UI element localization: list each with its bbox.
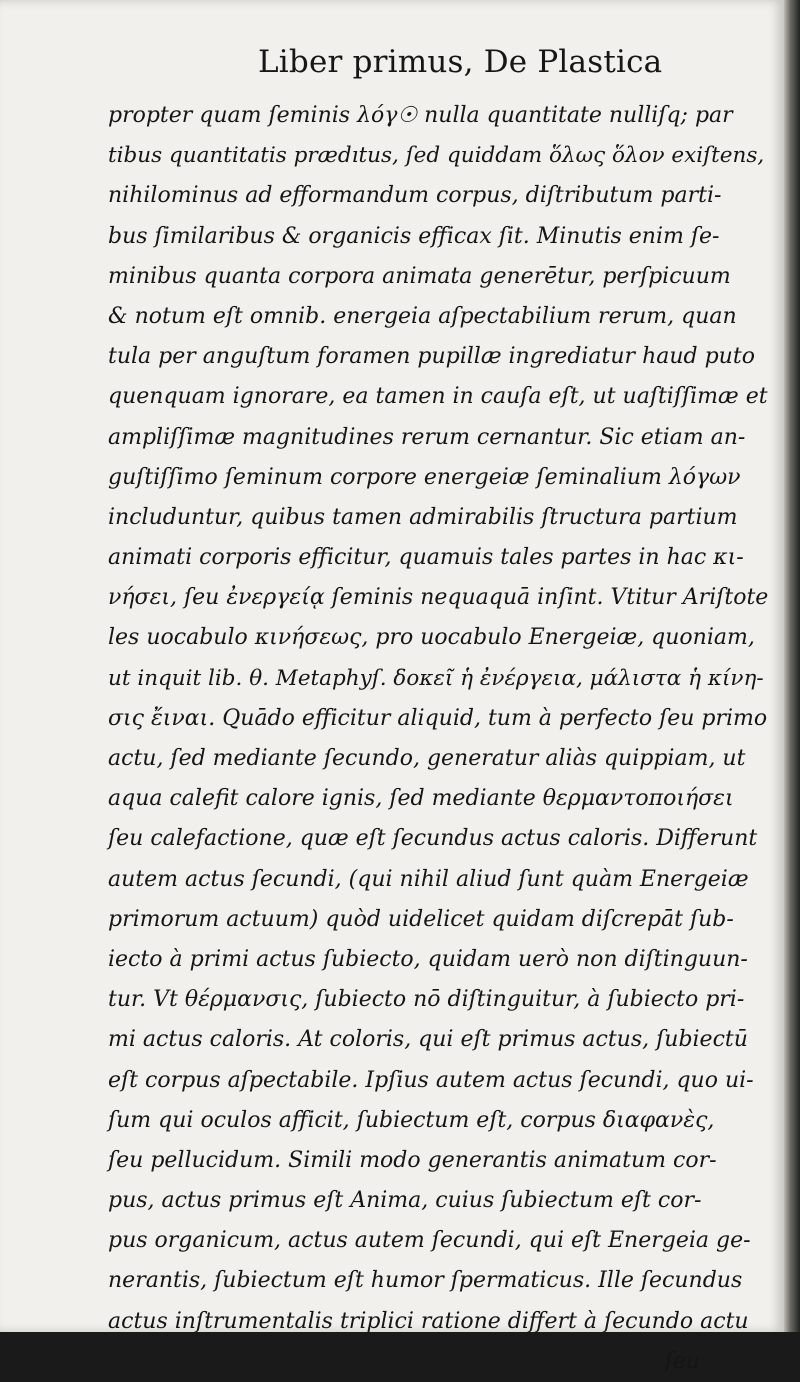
text-line: ut inquit lib. θ. Metaphyſ. δοκεῖ ἡ ἐνέργεια, μάλιστα ἡ κίνη- [108, 665, 764, 691]
text-line: tula per anguſtum foramen pupillæ ingrediatur haud puto [108, 344, 755, 370]
catchword: ſeu [664, 1348, 700, 1374]
body-text [108, 96, 772, 1382]
text-line: tibus quantitatis prædıtus, ſed quiddam ὅλως ὅλον exiſtens, [108, 143, 765, 169]
text-line: autem actus ſecundi, (qui nihil aliud ſunt quàm Energeiæ [108, 866, 749, 892]
text-line: ſeu calefactione, quæ eſt ſecundus actus caloris. Differunt [108, 826, 758, 852]
text-line: tur. Vt θέρμανσις, ſubiecto nō diſtinguitur, à ſubiecto pri- [108, 987, 745, 1013]
text-line: pus, actus primus eſt Anima, cuius ſubiectum eſt cor- [108, 1188, 702, 1214]
text-line: quenquam ignorare, ea tamen in cauſa eſt, ut uaſtiſſimæ et [108, 384, 768, 410]
running-head: Liber primus, De Plastica [258, 44, 663, 80]
page-edge-shadow [784, 0, 800, 1332]
text-line: ſeu pellucidum. Simili modo generantis animatum cor- [108, 1147, 717, 1173]
text-line: nihilominus ad efformandum corpus, diſtributum parti- [108, 183, 722, 209]
text-line: nerantis, ſubiectum eſt humor ſpermaticus. Ille ſecundus [108, 1268, 743, 1294]
text-line: ſum qui oculos afficit, ſubiectum eſt, corpus διαφανὲς, [108, 1107, 715, 1133]
text-line: & notum eſt omnib. energeia aſpectabilium rerum, quan [108, 303, 737, 329]
text-line: mi actus caloris. At coloris, qui eſt primus actus, ſubiectū [108, 1027, 748, 1053]
text-line: animati corporis efficitur, quamuis tales partes in hac κι- [108, 545, 744, 571]
text-line: les uocabulo κινήσεως, pro uocabulo Energeiæ, quoniam, [108, 625, 755, 651]
text-line: νήσει, ſeu ἐνεργείᾳ ſeminis nequaquā inſint. Vtitur Ariſtote [108, 585, 769, 611]
text-line: includuntur, quibus tamen admirabilis ſtructura partium [108, 504, 738, 530]
text-line: actu, ſed mediante ſecundo, generatur aliàs quippiam, ut [108, 746, 746, 771]
text-line: iecto à primi actus ſubiecto, quidam uerò non diſtinguun- [108, 946, 748, 972]
text-line: ampliſſimæ magnitudines rerum cernantur. Sic etiam an- [108, 424, 746, 450]
text-line: guſtiſſimo ſeminum corpore energeiæ ſeminalium λόγων [108, 464, 741, 490]
text-line: eſt corpus aſpectabile. Ipſius autem actus ſecundi, quo ui- [108, 1067, 754, 1093]
text-line: primorum actuum) quòd uidelicet quidam diſcrepāt ſub- [108, 906, 734, 932]
text-line: aqua calefit calore ignis, ſed mediante θερμαντοποιήσει [108, 786, 734, 812]
text-line: σις ἔιναι. Quādo efficitur aliquid, tum à perfecto ſeu primo [108, 705, 768, 731]
text-line: propter quam ſeminis λόγ☉ nulla quantitate nulliſq; par [108, 103, 733, 128]
text-line: actus inſtrumentalis triplici ratione differt à ſecundo actu [108, 1308, 749, 1334]
text-line: pus organicum, actus autem ſecundi, qui eſt Energeia ge- [108, 1228, 751, 1254]
text-line: bus ſimilaribus & organicis efficax ſit. Minutis enim ſe- [108, 223, 720, 249]
catchword-line [108, 1342, 772, 1382]
text-line: minibus quanta corpora animata generētur, perſpicuum [108, 263, 731, 289]
